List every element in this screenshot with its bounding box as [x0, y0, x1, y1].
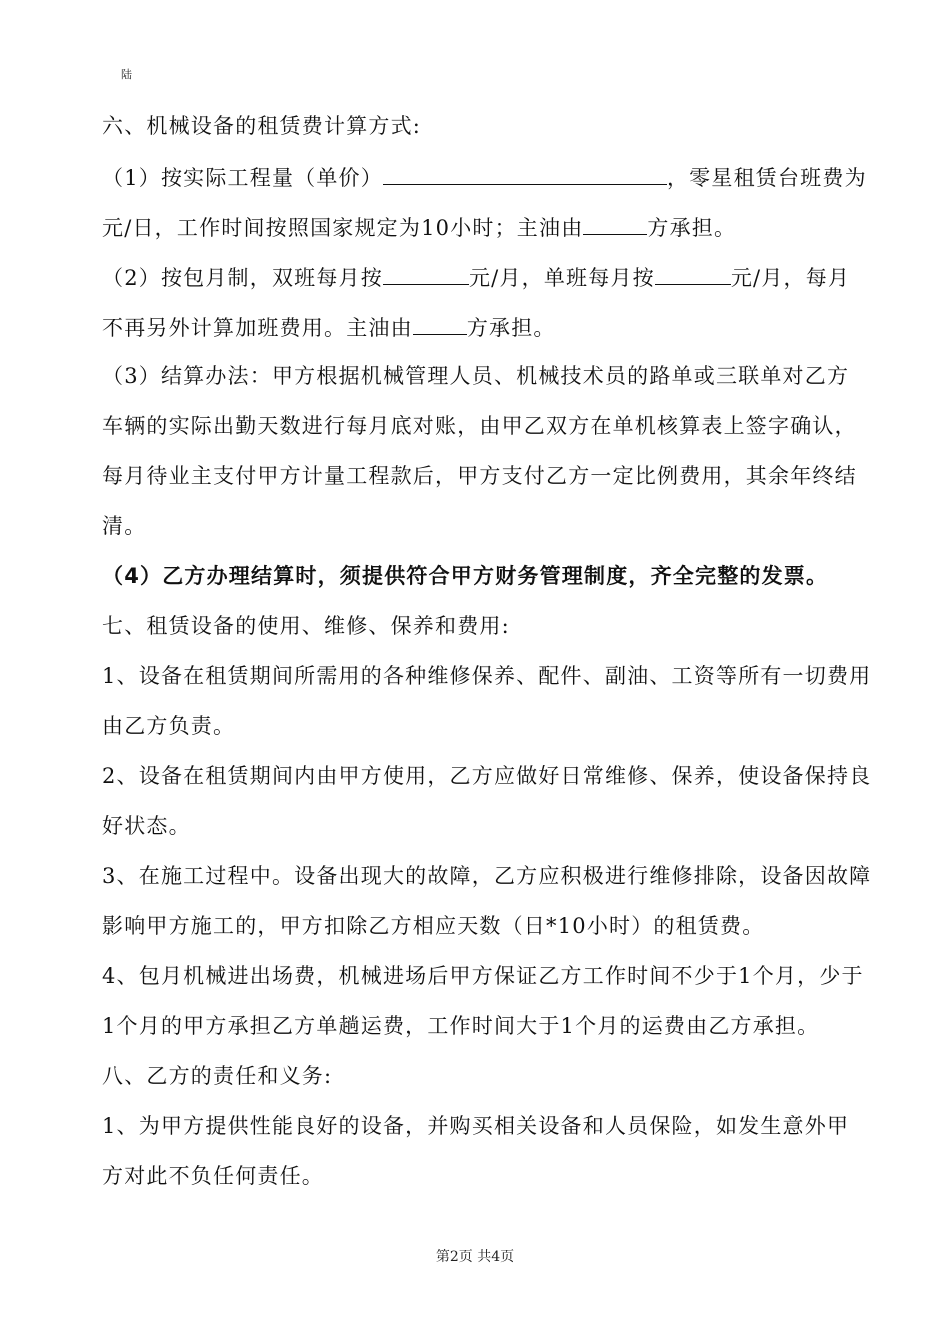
- section-7-item-4-line-1: 4、包月机械进出场费，机械进场后甲方保证乙方工作时间不少于1个月，少于: [102, 964, 864, 988]
- section-7-item-2-line-1: 2、设备在租赁期间内由甲方使用，乙方应做好日常维修、保养，使设备保持良: [102, 764, 872, 788]
- section-6-item-1-line-2: 元/日，工作时间按照国家规定为10小时；主油由 方承担。: [102, 212, 854, 243]
- section-8-item-1-line-2: 方对此不负任何责任。: [102, 1164, 324, 1188]
- section-6-item-2-line-2: 不再另外计算加班费用。主油由 方承担。: [102, 312, 854, 343]
- page-footer: 第2页 共4页: [435, 1249, 515, 1265]
- section-6-item-3-line-1: （3）结算办法：甲方根据机械管理人员、机械技术员的路单或三联单对乙方: [102, 364, 850, 388]
- section-7-item-3-line-2: 影响甲方施工的，甲方扣除乙方相应天数（日*10小时）的租赁费。: [102, 914, 765, 938]
- section-6-heading: 六、机械设备的租赁费计算方式:: [102, 114, 422, 138]
- section-7-item-4-line-2: 1个月的甲方承担乙方单趟运费，工作时间大于1个月的运费由乙方承担。: [102, 1014, 820, 1038]
- section-7-item-3-line-1: 3、在施工过程中。设备出现大的故障，乙方应积极进行维修排除，设备因故障: [102, 864, 872, 888]
- section-6-item-3-line-4: 清。: [102, 514, 147, 538]
- section-6-item-2-line-1: （2）按包月制，双班每月按 元/月，单班每月按 元/月，每月: [102, 262, 854, 293]
- section-8-item-1-line-1: 1、为甲方提供性能良好的设备，并购买相关设备和人员保险，如发生意外甲: [102, 1114, 850, 1138]
- section-7-item-1-line-2: 由乙方负责。: [102, 714, 236, 738]
- section-7-item-1-line-1: 1、设备在租赁期间所需用的各种维修保养、配件、副油、工资等所有一切费用: [102, 664, 872, 688]
- single-shift-price-blank[interactable]: [655, 262, 731, 285]
- section-8-heading: 八、乙方的责任和义务:: [102, 1064, 333, 1088]
- section-7-heading: 七、租赁设备的使用、维修、保养和费用:: [102, 614, 510, 638]
- monthly-oil-party-blank[interactable]: [413, 312, 467, 335]
- header-mark: 陆: [121, 68, 132, 81]
- section-7-item-2-line-2: 好状态。: [102, 814, 191, 838]
- unit-price-blank[interactable]: [383, 162, 667, 185]
- double-shift-price-blank[interactable]: [383, 262, 469, 285]
- section-6-item-3-line-2: 车辆的实际出勤天数进行每月底对账，由甲乙双方在单机核算表上签字确认，: [102, 414, 857, 438]
- main-oil-party-blank[interactable]: [583, 212, 647, 235]
- section-6-item-1-line-1: （1）按实际工程量（单价） ，零星租赁台班费为: [102, 162, 854, 193]
- section-6-item-3-line-3: 每月待业主支付甲方计量工程款后，甲方支付乙方一定比例费用，其余年终结: [102, 464, 857, 488]
- section-6-item-4: （4）乙方办理结算时，须提供符合甲方财务管理制度，齐全完整的发票。: [102, 564, 829, 588]
